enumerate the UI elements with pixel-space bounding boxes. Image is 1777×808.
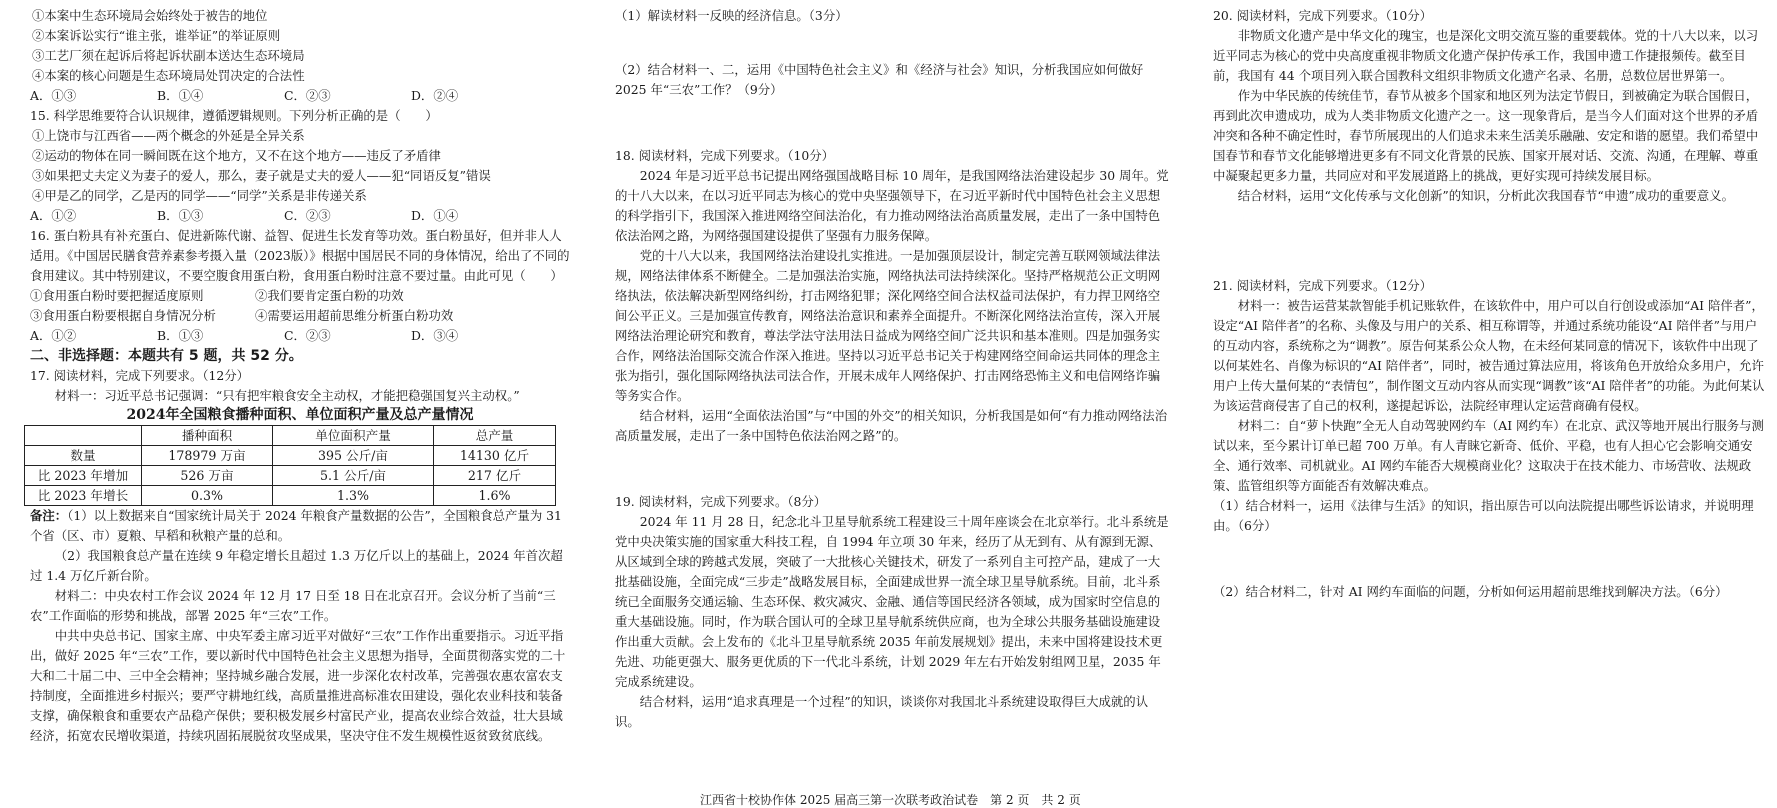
table-title: 2024年全国粮食播种面积、单位面积产量及总产量情况 bbox=[126, 407, 474, 423]
choice-a: A．①③ bbox=[30, 88, 77, 103]
q21-heading: 21. 阅读材料，完成下列要求。（12分） bbox=[1213, 278, 1433, 293]
q16-option-4: ④需要运用超前思维分析蛋白粉功效 bbox=[255, 308, 454, 323]
choice-b: B．①③ bbox=[157, 208, 204, 223]
q19-heading: 19. 阅读材料，完成下列要求。（8分） bbox=[615, 494, 827, 509]
q16-options-row-1 bbox=[30, 286, 570, 306]
table-row bbox=[25, 446, 556, 466]
q18-task: 结合材料，运用“全面依法治国”与“中国的外交”的相关知识，分析我国是如何“有力推动网络法治高质量发展，走出了一条中国特色依法治网之路”的。 bbox=[615, 408, 1168, 443]
table-header: 总产量 bbox=[434, 426, 556, 446]
q21-sub-1: （1）结合材料一，运用《法律与生活》的知识，指出原告可以向法院提出哪些诉讼请求，并说明理由。（6分） bbox=[1213, 498, 1754, 533]
choice-b: B．①③ bbox=[157, 328, 204, 343]
note-label: 备注： bbox=[30, 508, 68, 523]
q16-choices bbox=[30, 326, 570, 346]
q14-option-3: ③工艺厂须在起诉后将起诉状副本送达生态环境局 bbox=[32, 48, 305, 63]
choice-d: D．②④ bbox=[411, 88, 459, 103]
choice-c: C．②③ bbox=[284, 208, 331, 223]
table-header-row bbox=[25, 426, 556, 446]
q17-heading: 17. 阅读材料，完成下列要求。（12分） bbox=[30, 368, 250, 383]
table-row bbox=[25, 486, 556, 506]
q18-paragraph-2: 党的十八大以来，我国网络法治建设扎实推进。一是加强顶层设计，制定完善互联网领域法律法规，网络法律体系不断健全。二是加强法治实施，网络执法司法持续深化。坚持严格规范公正文明网络执法，依法解决新型网络纠纷，打击网络犯罪；深化网络空间合法权益司法保护，有力捍卫网络空间公平正义。三是加强宣传教育，网络法治意识和素养全面提升。不断深化网络法治宣传，深入开展网络法治理论研究和教育，尊法学法守法用法日益成为网络空间广泛共识和基本准则。四是加强务实合作，网络法治国际交流合作深入推进。坚持以习近平总书记关于构建网络空间命运共同体的理念主张为指引，强化国际网络执法司法合作，开展未成年人网络保护、打击网络恐怖主义和电信网络诈骗等务实合作。 bbox=[615, 248, 1161, 403]
q16-options-row-2 bbox=[30, 306, 570, 326]
q18-heading: 18. 阅读材料，完成下列要求。（10分） bbox=[615, 148, 835, 163]
q17-material-2: 材料二：中央农村工作会议 2024 年 12 月 17 日至 18 日在北京召开。会议分析了当前“三农”工作面临的形势和挑战，部署 2025 年“三农”工作。 bbox=[30, 588, 556, 623]
q14-option-2: ②本案诉讼实行“谁主张，谁举证”的举证原则 bbox=[32, 28, 281, 43]
table-cell: 526 万亩 bbox=[142, 466, 273, 486]
q15-option-1: ①上饶市与江西省——两个概念的外延是全异关系 bbox=[32, 128, 305, 143]
q14-option-1: ①本案中生态环境局会始终处于被告的地位 bbox=[32, 8, 268, 23]
table-cell: 1.3% bbox=[273, 486, 434, 506]
q20-heading: 20. 阅读材料，完成下列要求。（10分） bbox=[1213, 8, 1433, 23]
table-cell: 178979 万亩 bbox=[142, 446, 273, 466]
q20-task: 结合材料，运用“文化传承与文化创新”的知识，分析此次我国春节“申遗”成功的重要意义。 bbox=[1237, 188, 1734, 203]
q15-option-2: ②运动的物体在同一瞬间既在这个地方，又不在这个地方——违反了矛盾律 bbox=[32, 148, 441, 163]
column-left bbox=[30, 6, 570, 746]
q21-material-2: 材料二：自“萝卜快跑”全无人自动驾驶网约车（AI 网约车）在北京、武汉等地开展出行服务与测试以来，至今累计订单已超 700 万单。有人青睐它新奇、低价、平稳，也有人担心它会影响交通安全、通行效率、司机就业。AI 网约车能否大规模商业化？这取决于在技术能力、市场营收、法规政策、监管组织等方面能否有效解决难点。 bbox=[1213, 418, 1764, 493]
table-row bbox=[25, 466, 556, 486]
table-cell: 0.3% bbox=[142, 486, 273, 506]
column-right bbox=[1213, 6, 1769, 602]
q15-option-3: ③如果把丈夫定义为妻子的爱人，那么，妻子就是丈夫的爱人——犯“同语反复”错误 bbox=[32, 168, 491, 183]
q21-sub-2: （2）结合材料二，针对 AI 网约车面临的问题，分析如何运用超前思维找到解决方法。（6分） bbox=[1213, 584, 1728, 599]
q14-choices bbox=[30, 86, 570, 106]
q17-material-2-body: 中共中央总书记、国家主席、中央军委主席习近平对做好“三农”工作作出重要指示。习近平指出，做好 2025 年“三农”工作，要以新时代中国特色社会主义思想为指导，全面贯彻落实党的二十大和二十届二中、三中全会精神；坚持城乡融合发展，进一步深化农村改革，完善强农惠农富农支持制度，全面推进乡村振兴；要严守耕地红线，高质量推进高标准农田建设，强化农业科技和装备支撑，确保粮食和重要农产品稳产保供；要积极发展乡村富民产业，提高农业综合效益，壮大县域经济，拓宽农民增收渠道，持续巩固拓展脱贫攻坚成果，坚决守住不发生规模性返贫致贫底线。 bbox=[30, 628, 566, 743]
table-cell: 395 公斤/亩 bbox=[273, 446, 434, 466]
table-cell: 数量 bbox=[25, 446, 142, 466]
q16-stem: 16. 蛋白粉具有补充蛋白、促进新陈代谢、益智、促进生长发育等功效。蛋白粉虽好，但并非人人适用。《中国居民膳食营养素参考摄入量（2023版）》根据中国居民不同的身体情况，给出了不同的食用建议。其中特别建议，不要空腹食用蛋白粉，食用蛋白粉时注意不要过量。由此可见（ ） bbox=[30, 228, 570, 283]
page-footer: 江西省十校协作体 2025 届高三第一次联考政治试卷 第 2 页 共 2 页 bbox=[700, 793, 1081, 807]
table-cell: 比 2023 年增加 bbox=[25, 466, 142, 486]
q18-paragraph-1: 2024 年是习近平总书记提出网络强国战略目标 10 周年，是我国网络法治建设起步 30 周年。党的十八大以来，在以习近平同志为核心的党中央坚强领导下，在习近平新时代中国特色社会主义思想的科学指引下，我国深入推进网络空间法治化，有力推动网络法治高质量发展，走出了一条中国特色依法治网之路，为网络强国建设提供了坚强有力服务保障。 bbox=[615, 168, 1169, 243]
q15-option-4: ④甲是乙的同学，乙是丙的同学——“同学”关系是非传递关系 bbox=[32, 188, 367, 203]
q14-option-4: ④本案的核心问题是生态环境局处罚决定的合法性 bbox=[32, 68, 305, 83]
choice-a: A．①② bbox=[30, 328, 77, 343]
q20-paragraph-1: 非物质文化遗产是中华文化的瑰宝，也是深化文明交流互鉴的重要载体。党的十八大以来，以习近平同志为核心的党中央高度重视非物质文化遗产保护传承工作，我国申遗工作捷报频传。截至目前，我国有 44 个项目列入联合国教科文组织非物质文化遗产名录、名册，总数位居世界第一。 bbox=[1213, 28, 1759, 83]
table-header: 单位面积产量 bbox=[273, 426, 434, 446]
table-note-2: （2）我国粮食总产量在连续 9 年稳定增长且超过 1.3 万亿斤以上的基础上，2024 年首次超过 1.4 万亿斤新台阶。 bbox=[30, 548, 563, 583]
choice-a: A．①② bbox=[30, 208, 77, 223]
table-header bbox=[25, 426, 142, 446]
q19-paragraph-1: 2024 年 11 月 28 日，纪念北斗卫星导航系统工程建设三十周年座谈会在北京举行。北斗系统是党中央决策实施的国家重大科技工程，自 1994 年立项 30 年来，经历了从无到有、从有源到无源、从区域到全球的跨越式发展，突破了一大批核心关键技术，研发了一系列自主可控产品，建成了一大批基础设施，全面完成“三步走”战略发展目标，全面建成世界一流全球卫星导航系统。目前，北斗系统已全面服务交通运输、生态环保、救灾减灾、金融、通信等国民经济各领域，成为国家时空信息的重大基础设施。同时，作为联合国认可的全球卫星导航系统供应商，也为全球公共服务基础设施建设作出重大贡献。会上发布的《北斗卫星导航系统 2035 年前发展规划》提出，未来中国将建设技术更先进、功能更强大、服务更优质的下一代北斗系统，计划 2029 年左右开始发射组网卫星，2035 年完成系统建设。 bbox=[615, 514, 1169, 689]
q17-sub-2: （2）结合材料一、二，运用《中国特色社会主义》和《经济与社会》知识，分析我国应如何做好 2025 年“三农”工作？（9分） bbox=[615, 62, 1144, 97]
table-cell: 14130 亿斤 bbox=[434, 446, 556, 466]
choice-c: C．②③ bbox=[284, 88, 331, 103]
table-cell: 5.1 公斤/亩 bbox=[273, 466, 434, 486]
q16-option-1: ①食用蛋白粉时要把握适度原则 bbox=[30, 288, 204, 303]
grain-table bbox=[24, 425, 556, 506]
q17-material-1: 材料一：习近平总书记强调：“只有把牢粮食安全主动权，才能把稳强国复兴主动权。” bbox=[54, 388, 520, 403]
table-header: 播种面积 bbox=[142, 426, 273, 446]
choice-d: D．③④ bbox=[411, 328, 459, 343]
section-heading: 二、非选择题：本题共有 5 题，共 52 分。 bbox=[30, 348, 303, 364]
q16-option-2: ②我们要肯定蛋白粉的功效 bbox=[255, 288, 404, 303]
q21-material-1: 材料一：被告运营某款智能手机记账软件，在该软件中，用户可以自行创设或添加“AI 陪伴者”，设定“AI 陪伴者”的名称、头像及与用户的关系、相互称谓等，并通过系统功能设“AI 陪伴者”与用户的互动内容，系统称之为“调教”。原告何某系公众人物，在未经何某同意的情况下，该软件中出现了以何某姓名、肖像为标识的“AI 陪伴者”，同时，被告通过算法应用，将该角色开放给众多用户，允许用户上传大量何某的“表情包”，制作图文互动内容从而实现“调教”该“AI 陪伴者”的功能。为此何某认为该运营商侵害了自己的权利，遂提起诉讼，法院经审理认定运营商确有侵权。 bbox=[1213, 298, 1765, 413]
q15-stem: 15. 科学思维要符合认识规律，遵循逻辑规则。下列分析正确的是（ ） bbox=[30, 108, 438, 123]
note-text: （1）以上数据来自“国家统计局关于 2024 年粮食产量数据的公告”，全国粮食总产量为 31 个省（区、市）夏粮、早稻和秋粮产量的总和。 bbox=[30, 508, 562, 543]
q16-option-3: ③食用蛋白粉要根据自身情况分析 bbox=[30, 308, 216, 323]
table-cell: 1.6% bbox=[434, 486, 556, 506]
choice-c: C．②③ bbox=[284, 328, 331, 343]
q19-task: 结合材料，运用“追求真理是一个过程”的知识，谈谈你对我国北斗系统建设取得巨大成就的认识。 bbox=[615, 694, 1149, 729]
q15-choices bbox=[30, 206, 570, 226]
q20-paragraph-2: 作为中华民族的传统佳节，春节从被多个国家和地区列为法定节假日，到被确定为联合国假日，再到此次申遗成功，成为人类非物质文化遗产之一。这一现象背后，是当今人们面对这个世界的矛盾冲突和各种不确定性时，春节所展现出的人们追求未来生活美乐融融、安定和谐的愿望。我们希望中国春节和春节文化能够增进更多有不同文化背景的民族、国家开展对话、交流、沟通，在理解、尊重中凝聚起更多力量，共同应对和平发展道路上的挑战，更好实现可持续发展目标。 bbox=[1213, 88, 1759, 183]
q17-sub-1: （1）解读材料一反映的经济信息。（3分） bbox=[615, 8, 848, 23]
table-note-1 bbox=[30, 506, 570, 546]
column-middle bbox=[615, 6, 1170, 732]
choice-d: D．①④ bbox=[411, 208, 459, 223]
table-cell: 217 亿斤 bbox=[434, 466, 556, 486]
choice-b: B．①④ bbox=[157, 88, 204, 103]
table-cell: 比 2023 年增长 bbox=[25, 486, 142, 506]
